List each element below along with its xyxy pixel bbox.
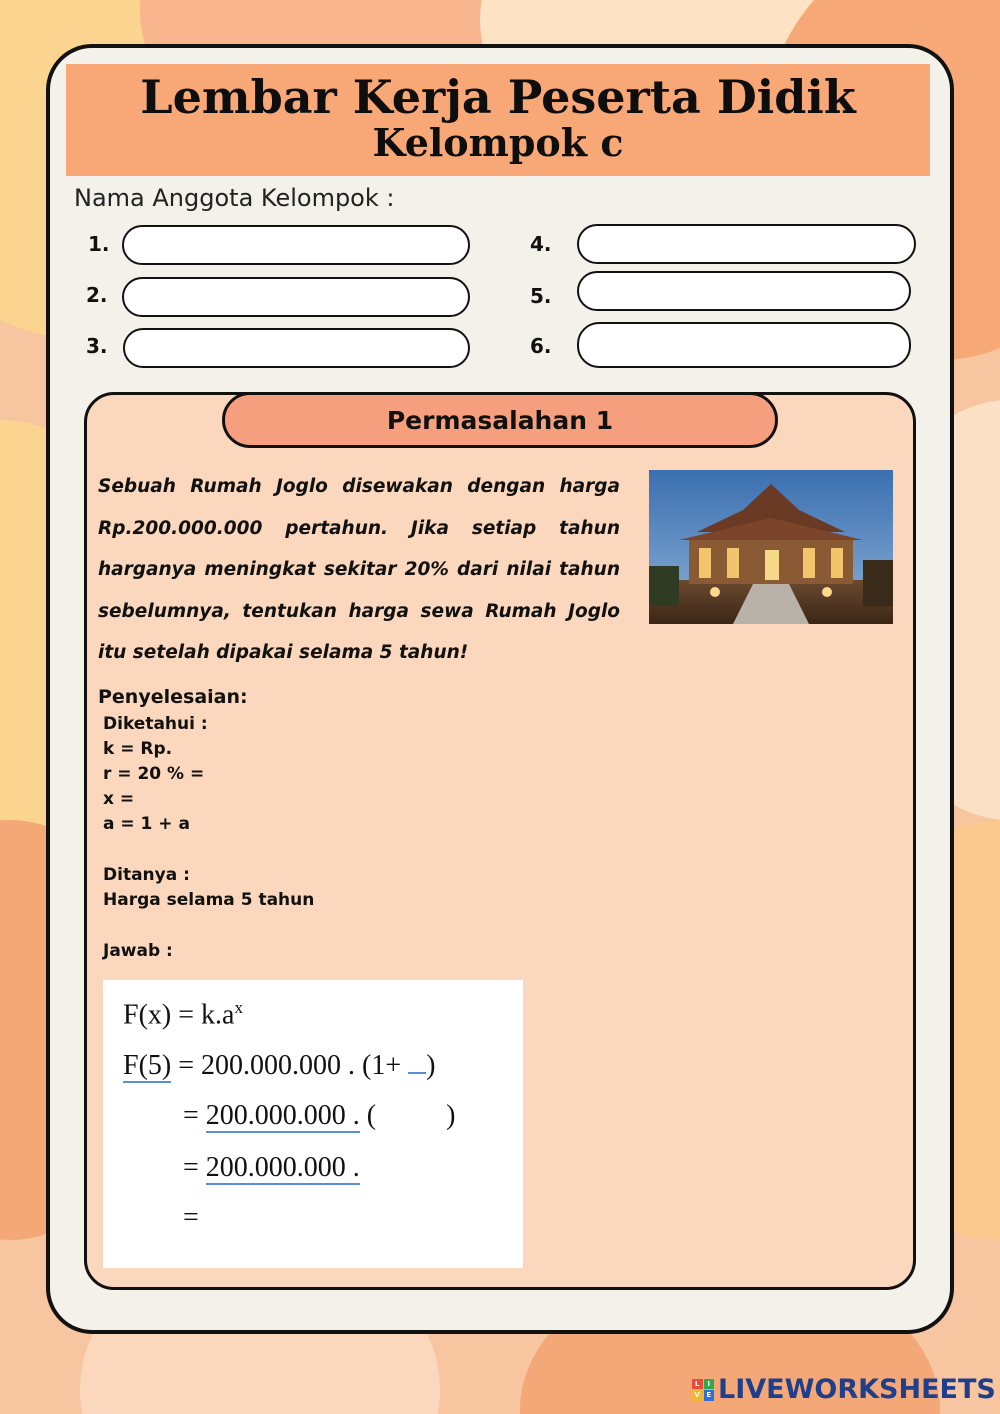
equation-number: 200.000.000 .: [205, 1152, 360, 1183]
equation-parentheses: ( ): [359, 1100, 456, 1131]
equals-sign: =: [183, 1202, 199, 1233]
member-name-field-6[interactable]: [577, 322, 911, 368]
answer-label: Jawab :: [103, 941, 173, 961]
equation-f5: F(5): [123, 1050, 172, 1081]
member-number: 1.: [88, 232, 110, 256]
equals-sign: =: [183, 1152, 199, 1183]
equation-line-5: [183, 1202, 199, 1234]
equation-formula: F(x) = k.a: [123, 999, 235, 1031]
equation-line-1: [123, 998, 243, 1031]
equation-exponent: x: [234, 998, 243, 1017]
known-a: a = 1 + a: [103, 814, 190, 834]
problem-heading: Permasalahan 1: [222, 392, 778, 448]
equals-sign: =: [183, 1100, 199, 1131]
member-name-field-4[interactable]: [577, 224, 916, 264]
page-title: Lembar Kerja Peserta Didik: [140, 70, 856, 124]
member-number: 6.: [530, 334, 552, 358]
blank-input[interactable]: [408, 1052, 426, 1074]
liveworksheets-watermark: [692, 1374, 996, 1405]
problem-statement: Sebuah Rumah Joglo disewakan dengan harga Rp.200.000.000 pertahun. Jika setiap tahun harganya meningkat sekitar 20% dari nilai tahun sebelumnya, tentukan harga sewa Rumah Joglo itu setelah dipakai selama 5 tahun!: [98, 476, 620, 663]
members-label: Nama Anggota Kelompok :: [74, 184, 395, 212]
member-number: 3.: [86, 334, 108, 358]
joglo-house-photo: [649, 470, 893, 624]
known-r: r = 20 % =: [103, 764, 205, 784]
equation-expression: = 200.000.000 . (1+: [171, 1050, 409, 1081]
equation-close-paren: ): [426, 1050, 436, 1081]
known-x: x =: [103, 789, 135, 809]
member-number: 4.: [530, 232, 552, 256]
equation-line-2: [123, 1050, 435, 1082]
member-name-field-1[interactable]: [122, 225, 470, 265]
member-name-field-3[interactable]: [123, 328, 470, 368]
member-name-field-5[interactable]: [577, 271, 911, 311]
equation-line-4: [183, 1152, 360, 1184]
member-number: 5.: [530, 284, 552, 308]
asked-label: Ditanya :: [103, 865, 190, 885]
equation-number: 200.000.000 .: [205, 1100, 360, 1131]
title-banner: [66, 64, 930, 176]
member-name-field-2[interactable]: [122, 277, 470, 317]
equation-line-3: [183, 1100, 455, 1132]
watermark-text: LIVEWORKSHEETS: [718, 1374, 996, 1405]
answer-box: [103, 980, 523, 1268]
liveworksheets-logo-icon: L I V E: [692, 1379, 714, 1401]
asked-value: Harga selama 5 tahun: [103, 890, 315, 910]
member-number: 2.: [86, 283, 108, 307]
known-k: k = Rp.: [103, 739, 173, 759]
known-label: Diketahui :: [103, 714, 208, 734]
group-subtitle: Kelompok c: [372, 120, 624, 165]
solution-heading: Penyelesaian:: [98, 686, 248, 708]
